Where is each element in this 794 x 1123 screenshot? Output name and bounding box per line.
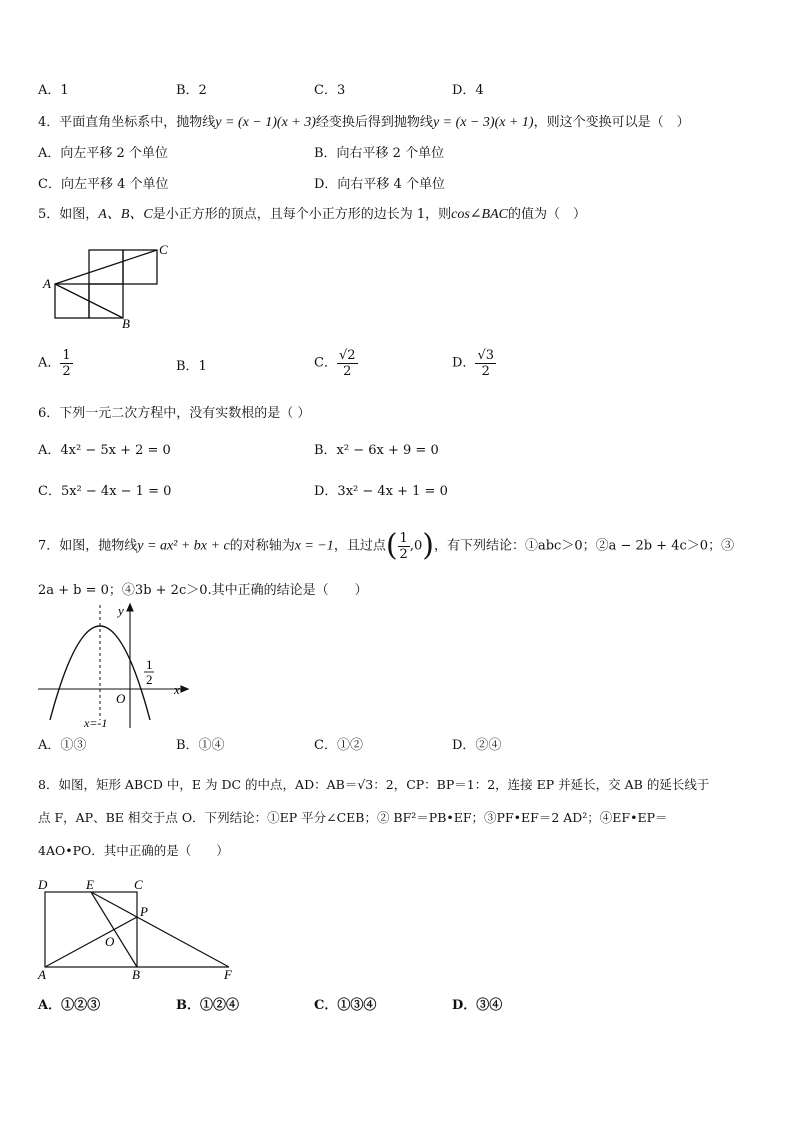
q3-option-d: D．4 [452, 83, 484, 98]
q6-option-b: B．x² − 6x + 9 = 0 [314, 443, 439, 458]
q8-label-a: A [38, 967, 46, 981]
q8-line2: 点 F，AP、BE 相交于点 O．下列结论：①EP 平分∠CEB；② BF²＝PB•EF；③PF•EF＝2 AD²；④EF•EP＝ [38, 810, 668, 825]
q7-label-axis: x=-1 [84, 716, 108, 730]
q7-paren-right: ) [422, 528, 434, 563]
q3-option-c: C．3 [314, 83, 346, 98]
q5-suffix: 的值为（ ） [507, 207, 586, 222]
q5-option-a [38, 348, 73, 379]
q5-prefix: 5．如图， [38, 207, 99, 222]
q5-option-c-den: 2 [343, 364, 352, 379]
q8-line3: 4AO•PO．其中正确的是（ ） [38, 843, 229, 858]
q7-c1: ①abc＞0；②a − 2b + 4c＞0；③ [524, 538, 735, 554]
q3-option-b: B．2 [176, 83, 207, 98]
q5-mid: 是小正方形的顶点，且每个小正方形的边长为 1，则 [152, 207, 452, 222]
q5-option-d-frac [475, 348, 496, 379]
q5-option-a-frac [60, 348, 72, 379]
q7-option-d: D．②④ [452, 738, 502, 753]
q5-option-b: B．1 [176, 359, 207, 374]
q3-option-a: A．1 [38, 83, 69, 98]
q7-axis: x = −1 [294, 538, 334, 554]
q5-label-a: A [43, 276, 51, 291]
q5-label-b: B [122, 316, 130, 330]
q7-option-b: B．①④ [176, 738, 225, 753]
q4-eq1: y = (x − 1)(x + 3) [215, 115, 316, 130]
q5-points: A、B、C [98, 207, 153, 222]
q5-option-d-den: 2 [481, 364, 490, 379]
q8-label-e: E [86, 877, 94, 892]
q7-mid1: 的对称轴为 [229, 538, 295, 554]
q7-point-den: 2 [399, 546, 408, 562]
q5-option-a-label: A． [38, 355, 61, 371]
q4-option-c: C．向左平移 4 个单位 [38, 177, 169, 192]
q5-option-c-num: √2 [338, 348, 356, 363]
q8-option-d: D．③④ [452, 998, 503, 1013]
q8-label-d: D [38, 877, 48, 892]
q4-option-b: B．向右平移 2 个单位 [314, 146, 445, 161]
q5-label-c: C [159, 242, 168, 257]
q7-option-c: C．①② [314, 738, 363, 753]
q8-label-p: P [140, 904, 148, 919]
q8-option-b: B．①②④ [176, 998, 239, 1013]
q5-grid-figure [38, 240, 188, 330]
q5-option-a-num: 1 [62, 348, 71, 363]
q7-paren-left: ( [385, 528, 398, 563]
q8-label-o: O [105, 934, 115, 949]
q7-label-y: y [118, 603, 124, 618]
q5-option-a-den: 2 [62, 364, 71, 379]
q7-mid2: ，且过点 [333, 538, 386, 554]
q8-option-a: A．①②③ [38, 998, 101, 1013]
q7-point-frac [398, 531, 410, 562]
q6-option-a: A．4x² − 5x + 2 = 0 [38, 443, 171, 458]
q7-mid3: ，有下列结论： [433, 538, 525, 554]
q7-label-origin: O [116, 691, 126, 706]
q4-suffix: ，则这个变换可以是（ ） [533, 115, 690, 130]
q5-option-c-frac [337, 348, 358, 379]
q7-label-x: x [174, 682, 180, 697]
q6-option-d: D．3x² − 4x + 1 = 0 [314, 484, 448, 499]
q6-stem: 6．下列一元二次方程中，没有实数根的是（ ） [38, 406, 311, 421]
q7-point-num: 1 [399, 530, 408, 546]
q8-label-b: B [132, 967, 140, 981]
q7-line2: 2a + b = 0；④3b + 2c＞0.其中正确的结论是（ ） [38, 583, 368, 598]
q5-stem [38, 206, 586, 224]
q7-option-a: A．①③ [38, 738, 87, 753]
q5-option-c-label: C． [314, 355, 337, 371]
q8-rectangle-figure [34, 876, 244, 981]
q5-cos: cos∠BAC [451, 207, 508, 222]
q5-option-d-label: D． [452, 355, 476, 371]
q5-option-d-num: √3 [477, 348, 494, 363]
q4-option-a: A．向左平移 2 个单位 [38, 146, 168, 161]
q5-option-d [452, 348, 496, 379]
q8-option-c: C．①③④ [314, 998, 377, 1013]
q5-option-c [314, 348, 358, 379]
q4-prefix: 4．平面直角坐标系中，抛物线 [38, 115, 216, 130]
q7-label-half-den: 2 [146, 672, 153, 687]
q6-option-c: C．5x² − 4x − 1 = 0 [38, 484, 172, 499]
q7-label-half-num: 1 [146, 657, 153, 672]
q4-mid: 经变换后得到抛物线 [315, 115, 433, 130]
q7-point-tail: ,0 [409, 538, 423, 554]
q7-eq: y = ax² + bx + c [137, 538, 230, 554]
q8-line1: 8．如图，矩形 ABCD 中，E 为 DC 的中点，AD：AB＝√3：2，CP：BP＝1：2，连接 EP 并延长，交 AB 的延长线于 [38, 777, 710, 792]
q4-eq2: y = (x − 3)(x + 1) [432, 115, 534, 130]
q7-stem [38, 526, 734, 567]
q4-option-d: D．向右平移 4 个单位 [314, 177, 445, 192]
q7-parabola-figure [36, 602, 196, 732]
q8-label-f: F [224, 967, 232, 981]
q4-stem [38, 114, 690, 132]
q8-label-c: C [134, 877, 143, 892]
q7-prefix: 7．如图，抛物线 [38, 538, 138, 554]
